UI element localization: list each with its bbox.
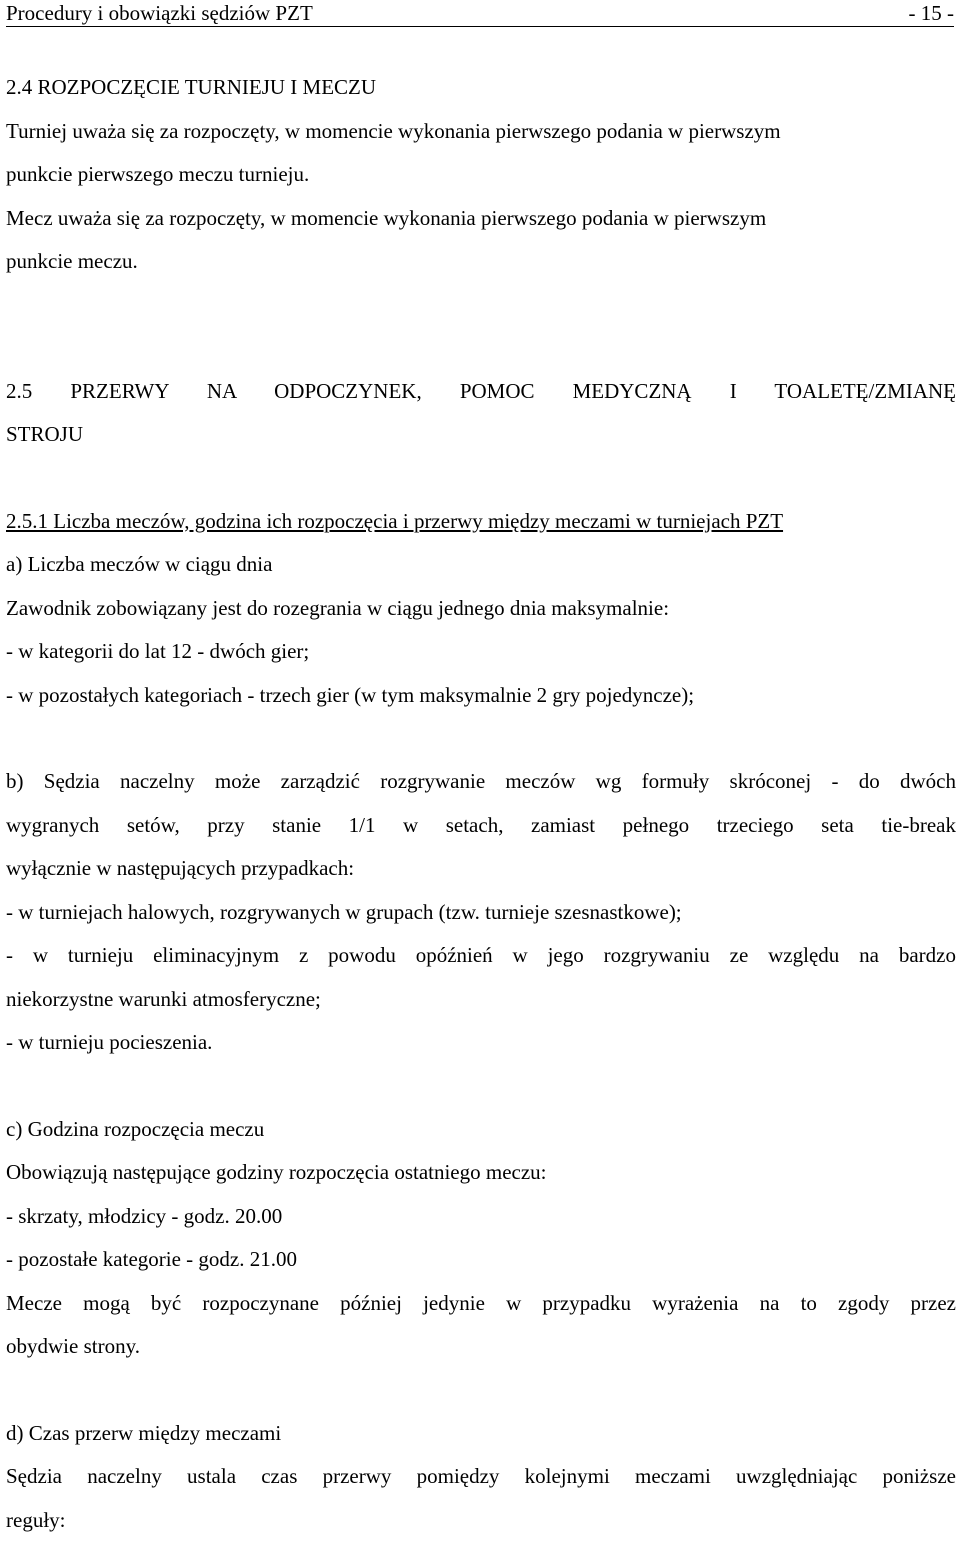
paragraph-line: Turniej uważa się za rozpoczęty, w momencie wykonania pierwszego podania w pierwszym (6, 110, 956, 154)
point-title: d) Czas przerw między meczami (6, 1412, 956, 1456)
document-body (6, 66, 956, 1542)
header-title: Procedury i obowiązki sędziów PZT (6, 1, 313, 25)
list-item: - pozostałe kategorie - godz. 21.00 (6, 1238, 956, 1282)
paragraph-line: punkcie pierwszego meczu turnieju. (6, 153, 956, 197)
paragraph-line: wyłącznie w następujących przypadkach: (6, 847, 956, 891)
section-heading: 2.4 ROZPOCZĘCIE TURNIEJU I MECZU (6, 66, 956, 110)
paragraph-line: reguły: (6, 1499, 956, 1542)
paragraph-line: Mecz uważa się za rozpoczęty, w momencie wykonania pierwszego podania w pierwszym (6, 197, 956, 241)
section-2-4 (6, 66, 956, 284)
list-item: - w turnieju eliminacyjnym z powodu opóźnień w jego rozgrywaniu ze względu na bardzo (6, 934, 956, 978)
section-heading: 2.5 PRZERWY NA ODPOCZYNEK, POMOC MEDYCZNĄ I TOALETĘ/ZMIANĘ (6, 370, 956, 414)
list-item: - skrzaty, młodzicy - godz. 20.00 (6, 1195, 956, 1239)
list-item: - w kategorii do lat 12 - dwóch gier; (6, 630, 956, 674)
subsection-heading: 2.5.1 Liczba meczów, godzina ich rozpoczęcia i przerwy między meczami w turniejach PZT (6, 500, 956, 544)
paragraph-line: Zawodnik zobowiązany jest do rozegrania w ciągu jednego dnia maksymalnie: (6, 587, 956, 631)
list-item: - w pozostałych kategoriach - trzech gier (w tym maksymalnie 2 gry pojedyncze); (6, 674, 956, 718)
paragraph-line: punkcie meczu. (6, 240, 956, 284)
paragraph-line: b) Sędzia naczelny może zarządzić rozgrywanie meczów wg formuły skróconej - do dwóch (6, 760, 956, 804)
list-item: - w turnieju pocieszenia. (6, 1021, 956, 1065)
running-header (6, 0, 954, 27)
paragraph-line: obydwie strony. (6, 1325, 956, 1369)
page-number: - 15 - (909, 1, 955, 25)
list-item: - w turniejach halowych, rozgrywanych w grupach (tzw. turnieje szesnastkowe); (6, 891, 956, 935)
paragraph-line: wygranych setów, przy stanie 1/1 w setach, zamiast pełnego trzeciego seta tie-break (6, 804, 956, 848)
paragraph-line: Sędzia naczelny ustala czas przerwy pomiędzy kolejnymi meczami uwzględniając poniższe (6, 1455, 956, 1499)
point-title: c) Godzina rozpoczęcia meczu (6, 1108, 956, 1152)
list-item-continued: niekorzystne warunki atmosferyczne; (6, 978, 956, 1022)
paragraph-line: Mecze mogą być rozpoczynane później jedynie w przypadku wyrażenia na to zgody przez (6, 1282, 956, 1326)
paragraph-line: Obowiązują następujące godziny rozpoczęcia ostatniego meczu: (6, 1151, 956, 1195)
section-2-5-1 (6, 500, 956, 1542)
section-2-5 (6, 370, 956, 457)
point-title: a) Liczba meczów w ciągu dnia (6, 543, 956, 587)
section-heading-continued: STROJU (6, 413, 956, 457)
